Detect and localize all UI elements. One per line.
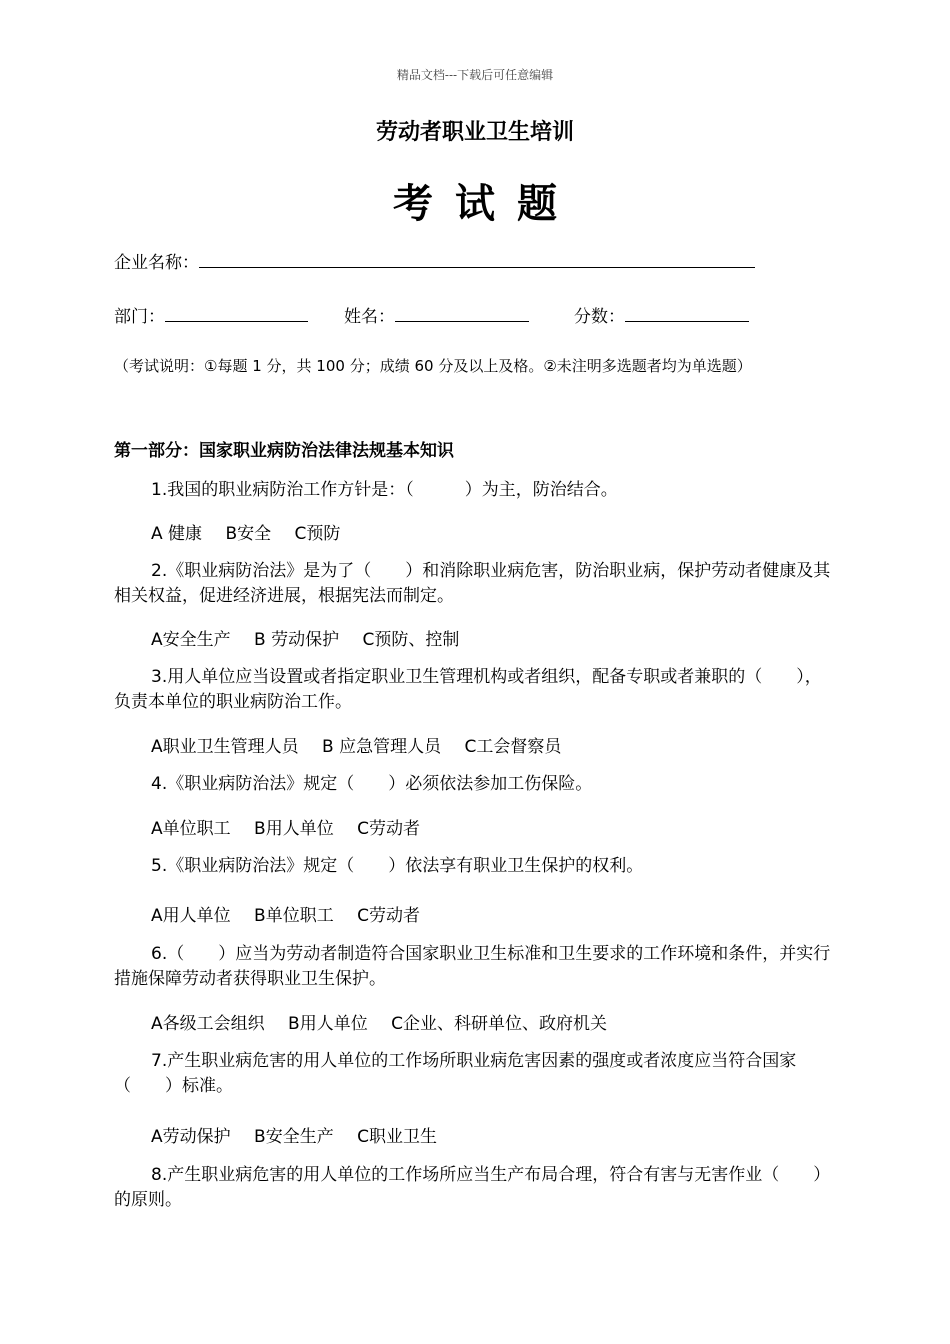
exam-instructions: （考试说明：①每题 1 分，共 100 分；成绩 60 分及以上及格。②未注明多选题者均为单选题） — [114, 357, 752, 375]
dept-label: 部门： — [114, 307, 165, 327]
option-c[interactable]: C预防、控制 — [362, 630, 460, 650]
question-5-options — [151, 901, 438, 926]
question-3-options — [151, 732, 579, 757]
option-b[interactable]: B 应急管理人员 — [322, 737, 442, 757]
question-7: 7.产生职业病危害的用人单位的工作场所职业病危害因素的强度或者浓度应当符合国家（ ）标准。 — [114, 1051, 797, 1096]
option-c[interactable]: C劳动者 — [357, 819, 420, 839]
option-c[interactable]: C企业、科研单位、政府机关 — [391, 1014, 607, 1034]
option-a[interactable]: A单位职工 — [151, 819, 231, 839]
option-b[interactable]: B单位职工 — [254, 906, 334, 926]
name-field — [344, 302, 529, 327]
question-6: 6.（ ）应当为劳动者制造符合国家职业卫生标准和卫生要求的工作环境和条件，并实行措施保障劳动者获得职业卫生保护。 — [114, 944, 831, 989]
exam-subtitle: 劳动者职业卫生培训 — [375, 119, 574, 145]
question-8: 8.产生职业病危害的用人单位的工作场所应当生产布局合理，符合有害与无害作业（ ）的原则。 — [114, 1165, 831, 1210]
option-a[interactable]: A劳动保护 — [151, 1127, 231, 1147]
question-1: 1.我国的职业病防治工作方针是：（ ）为主，防治结合。 — [151, 480, 618, 500]
question-4: 4.《职业病防治法》规定（ ）必须依法参加工伤保险。 — [151, 774, 593, 794]
question-1-options — [151, 519, 358, 544]
company-blank[interactable] — [199, 250, 755, 268]
question-2-options — [151, 625, 477, 650]
option-b[interactable]: B安全生产 — [254, 1127, 334, 1147]
dept-blank[interactable] — [165, 304, 308, 322]
option-a[interactable]: A用人单位 — [151, 906, 231, 926]
option-b[interactable]: B 劳动保护 — [254, 630, 340, 650]
option-c[interactable]: C劳动者 — [357, 906, 420, 926]
company-label: 企业名称： — [114, 253, 199, 273]
question-6-options — [151, 1009, 625, 1034]
question-7-options — [151, 1122, 455, 1147]
option-c[interactable]: C工会督察员 — [464, 737, 562, 757]
name-blank[interactable] — [395, 304, 529, 322]
option-a[interactable]: A各级工会组织 — [151, 1014, 265, 1034]
question-4-options — [151, 814, 438, 839]
option-b[interactable]: B安全 — [225, 524, 272, 544]
option-a[interactable]: A安全生产 — [151, 630, 231, 650]
company-field — [114, 248, 755, 273]
dept-field — [114, 302, 308, 327]
question-2: 2.《职业病防治法》是为了（ ）和消除职业病危害，防治职业病，保护劳动者健康及其相关权益，促进经济进展，根据宪法而制定。 — [114, 561, 831, 606]
section-title: 第一部分：国家职业病防治法律法规基本知识 — [114, 441, 454, 461]
score-field — [574, 302, 749, 327]
exam-title: 考试题 — [393, 180, 579, 227]
watermark-header: 精品文档---下载后可任意编辑 — [396, 68, 554, 82]
option-b[interactable]: B用人单位 — [254, 819, 334, 839]
score-blank[interactable] — [625, 304, 749, 322]
option-a[interactable]: A 健康 — [151, 524, 203, 544]
option-c[interactable]: C预防 — [294, 524, 341, 544]
question-3: 3.用人单位应当设置或者指定职业卫生管理机构或者组织，配备专职或者兼职的（ ），负责本单位的职业病防治工作。 — [114, 667, 822, 712]
score-label: 分数： — [574, 307, 625, 327]
name-label: 姓名： — [344, 307, 395, 327]
option-b[interactable]: B用人单位 — [288, 1014, 368, 1034]
option-c[interactable]: C职业卫生 — [357, 1127, 437, 1147]
option-a[interactable]: A职业卫生管理人员 — [151, 737, 299, 757]
question-5: 5.《职业病防治法》规定（ ）依法享有职业卫生保护的权利。 — [151, 856, 644, 876]
